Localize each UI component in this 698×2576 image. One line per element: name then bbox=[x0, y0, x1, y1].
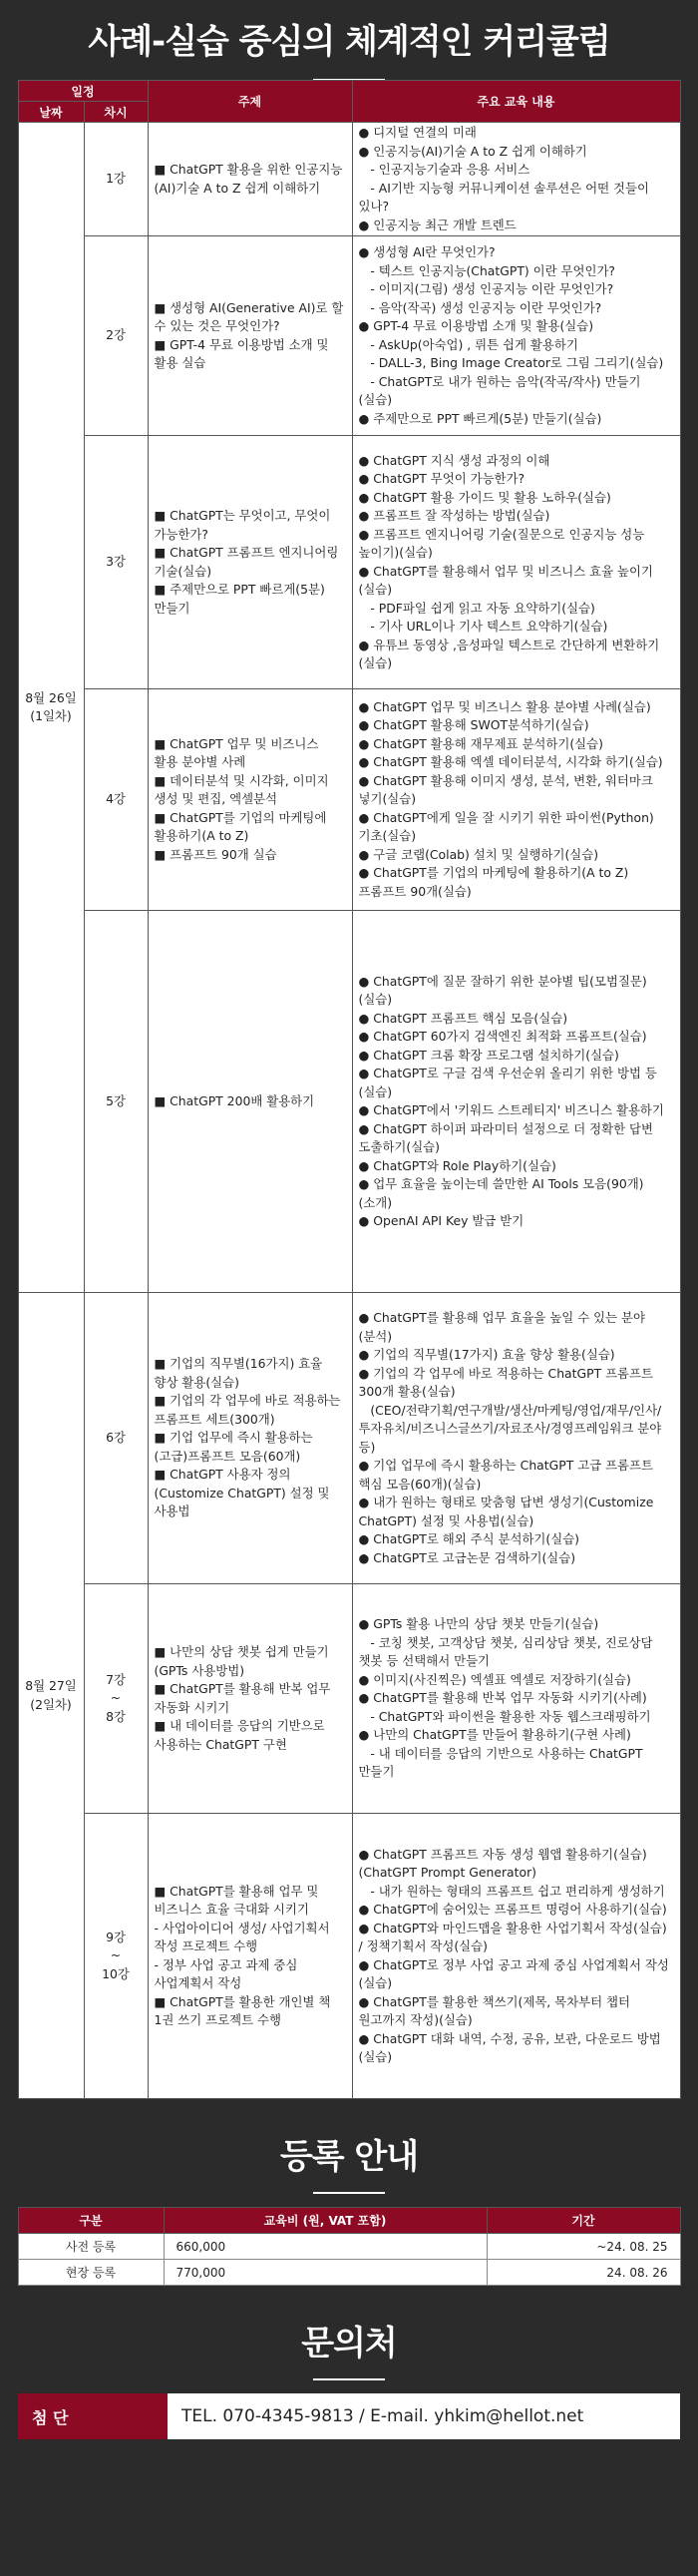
content-item: ● ChatGPT 프롬프트 자동 생성 웹앱 활용하기(실습)(ChatGPT Prompt Generator) bbox=[358, 1846, 647, 1880]
table-row bbox=[18, 911, 680, 1293]
content-item: ● ChatGPT 활용해 엑셀 데이터분석, 시각화 하기(실습) bbox=[358, 754, 663, 770]
content-item: - 텍스트 인공지능(ChatGPT) 이란 무엇인가? bbox=[358, 262, 615, 278]
content-item: ● ChatGPT 활용 가이드 및 활용 노하우(실습) bbox=[358, 489, 611, 505]
day-cell bbox=[18, 123, 84, 1293]
topic-cell bbox=[148, 236, 352, 436]
content-item: ● 나만의 ChatGPT를 만들어 활용하기(구현 사례) bbox=[358, 1727, 631, 1743]
content-item: ● 업무 효율을 높이는데 쓸만한 AI Tools 모음(90개)(소개) bbox=[358, 1176, 644, 1210]
contact-title: 문의처 bbox=[301, 2324, 397, 2363]
table-row bbox=[18, 436, 680, 689]
content-item: ● GPT-4 무료 이용방법 소개 및 활용(실습) bbox=[358, 318, 594, 333]
content-cell bbox=[352, 123, 680, 236]
content-item: ● GPTs 활용 나만의 상담 챗봇 만들기(실습) bbox=[358, 1616, 599, 1632]
session-topic: ■ ChatGPT 업무 및 비즈니스 활용 분야별 사례 ■ 데이터분석 및 시각화, 이미지 생성 및 편집, 엑셀분석 ■ ChatGPT를 기업의 마케팅에 활용하기(A to Z) ■ 프롬프트 90개 실습 bbox=[154, 735, 329, 862]
curriculum-header bbox=[0, 0, 698, 80]
content-item: ● ChatGPT로 구글 검색 우선순위 올리기 위한 방법 등(실습) bbox=[358, 1066, 657, 1099]
contact-box bbox=[18, 2393, 680, 2439]
content-item: ● ChatGPT 하이퍼 파라미터 설정으로 더 정확한 답변 도출하기(실습) bbox=[358, 1120, 657, 1154]
session-cell bbox=[84, 689, 148, 911]
table-row bbox=[18, 1584, 680, 1814]
content-item: ● ChatGPT를 기업의 마케팅에 활용하기(A to Z) 프롬프트 90개(실습) bbox=[358, 865, 633, 899]
day-date: 8월 26일 (1일차) bbox=[25, 689, 77, 723]
content-item: ● ChatGPT 활용해 SWOT분석하기(실습) bbox=[358, 717, 589, 733]
reg-header-period: 기간 bbox=[487, 2208, 680, 2234]
session-number: 7강 ~ 8강 bbox=[106, 1671, 126, 1724]
content-item: ● OpenAI API Key 발급 받기 bbox=[358, 1213, 524, 1228]
content-item: ● 주제만으로 PPT 빠르게(5분) 만들기(실습) bbox=[358, 410, 602, 426]
content-item: - PDF파일 쉽게 읽고 자동 요약하기(실습) bbox=[358, 600, 595, 616]
topic-cell bbox=[148, 1293, 352, 1584]
content-item: ● 이미지(사진찍은) 엑셀표 엑셀로 저장하기(실습) bbox=[358, 1671, 631, 1687]
registration-underline bbox=[313, 2192, 385, 2194]
header-session: 차시 bbox=[84, 102, 148, 123]
session-topic: ■ 생성형 AI(Generative AI)로 할 수 있는 것은 무엇인가? ■ GPT-4 무료 이용방법 소개 및 활용 실습 bbox=[154, 299, 344, 370]
table-row bbox=[18, 689, 680, 911]
topic-cell bbox=[148, 1814, 352, 2099]
content-item: ● ChatGPT로 정부 사업 공고 과제 중심 사업계획서 작성(실습) bbox=[358, 1956, 669, 1990]
content-list bbox=[359, 698, 674, 902]
content-item: ● ChatGPT에 숨어있는 프롬프트 명령어 사용하기(실습) bbox=[358, 1902, 667, 1917]
content-item: ● ChatGPT를 활용해 반복 업무 자동화 시키기(사례) bbox=[358, 1690, 647, 1706]
content-item: ● ChatGPT 60가지 검색엔진 최적화 프롬프트(실습) bbox=[358, 1029, 647, 1044]
session-topic: ■ 나만의 상담 챗봇 쉽게 만들기(GPTs 사용방법) ■ ChatGPT를 활용해 반복 업무 자동화 시키기 ■ 내 데이터를 응답의 기반으로 사용하는 ChatGPT 구현 bbox=[154, 1644, 331, 1752]
header-schedule: 일정 bbox=[18, 81, 148, 102]
table-row bbox=[18, 2260, 680, 2286]
session-cell bbox=[84, 236, 148, 436]
content-item: ● ChatGPT 활용해 이미지 생성, 분석, 변환, 워터마크 넣기(실습) bbox=[358, 772, 657, 807]
content-item: ● 내가 원하는 형태로 맞춤형 답변 생성기(Customize ChatGPT) 설정 및 사용법(실습) bbox=[358, 1495, 658, 1528]
content-item: ● 유튜브 동영상 ,음성파일 텍스트로 간단하게 변환하기(실습) bbox=[358, 637, 660, 670]
session-topic: ■ ChatGPT 활용을 위한 인공지능(AI)기술 A to Z 쉽게 이해하기 bbox=[154, 162, 343, 196]
reg-fee: 770,000 bbox=[164, 2260, 487, 2286]
content-item: - AskUp(아숙업) , 뤼튼 쉽게 활용하기 bbox=[358, 336, 578, 352]
reg-fee: 660,000 bbox=[164, 2234, 487, 2260]
content-list bbox=[359, 1846, 674, 2067]
content-item: - 음악(작곡) 생성 인공지능 이란 무엇인가? bbox=[358, 299, 602, 315]
content-item: - 내 데이터를 응답의 기반으로 사용하는 ChatGPT 만들기 bbox=[358, 1745, 647, 1780]
page-title: 사례-실습 중심의 체계적인 커리큘럼 bbox=[88, 22, 610, 62]
reg-type: 현장 등록 bbox=[18, 2260, 164, 2286]
session-cell bbox=[84, 1584, 148, 1814]
session-topic: ■ ChatGPT 200배 활용하기 bbox=[154, 1092, 315, 1108]
content-item: - 이미지(그림) 생성 인공지능 이란 무엇인가? bbox=[358, 281, 614, 296]
content-cell bbox=[352, 436, 680, 689]
content-item: - ChatGPT와 파이썬을 활용한 자동 웹스크래핑하기 bbox=[358, 1708, 651, 1724]
session-topic: ■ ChatGPT를 활용해 업무 및 비즈니스 효율 극대화 시키기 - 사업아이디어 생성/ 사업기획서 작성 프로젝트 수행 - 정부 사업 공고 과제 중심 사업계획서 작성 ■ ChatGPT를 활용한 개인별 책 1권 쓰기 프로젝트 수행 bbox=[154, 1883, 331, 2027]
session-number: 6강 bbox=[106, 1430, 126, 1446]
content-item: - ChatGPT로 내가 원하는 음악(작곡/작사) 만들기(실습) bbox=[358, 373, 641, 407]
session-topic: ■ ChatGPT는 무엇이고, 무엇이 가능한가? ■ ChatGPT 프롬프트 엔지니어링 기술(실습) ■ 주제만으로 PPT 빠르게(5분) 만들기 bbox=[154, 508, 339, 616]
content-item: ● 생성형 AI란 무엇인가? bbox=[358, 244, 496, 259]
reg-type: 사전 등록 bbox=[18, 2234, 164, 2260]
topic-cell bbox=[148, 123, 352, 236]
session-number: 4강 bbox=[106, 791, 126, 807]
content-item: ● ChatGPT에 질문 잘하기 위한 분야별 팁(모범질문)(실습) bbox=[358, 973, 647, 1007]
content-item: ● 기업의 직무별(17가지) 효율 향상 활용(실습) bbox=[358, 1347, 615, 1362]
content-item: ● ChatGPT로 고급논문 검색하기(실습) bbox=[358, 1549, 576, 1565]
contact-header bbox=[0, 2286, 698, 2393]
content-item: ● ChatGPT 프롬프트 핵심 모음(실습) bbox=[358, 1010, 568, 1026]
content-cell bbox=[352, 911, 680, 1293]
contact-underline bbox=[313, 2378, 385, 2380]
reg-header-type: 구분 bbox=[18, 2208, 164, 2234]
day-cell bbox=[18, 1293, 84, 2099]
content-item: ● ChatGPT에게 일을 잘 시키기 위한 파이썬(Python) 기초(실습) bbox=[358, 809, 658, 844]
content-cell bbox=[352, 689, 680, 911]
table-row bbox=[18, 236, 680, 436]
reg-header-fee: 교육비 (원, VAT 포함) bbox=[164, 2208, 487, 2234]
session-cell bbox=[84, 1814, 148, 2099]
session-number: 3강 bbox=[106, 554, 126, 570]
table-row bbox=[18, 123, 680, 236]
content-item: - DALL-3, Bing Image Creator로 그림 그리기(실습) bbox=[358, 355, 664, 370]
topic-cell bbox=[148, 1584, 352, 1814]
content-item: ● 기업 업무에 즉시 활용하는 ChatGPT 고급 프롬프트 핵심 모음(60개)(실습) bbox=[358, 1458, 657, 1492]
content-item: ● ChatGPT에서 '키워드 스트레티지' 비즈니스 활용하기 bbox=[358, 1102, 664, 1117]
content-item: ● ChatGPT와 Role Play하기(실습) bbox=[358, 1157, 556, 1173]
topic-cell bbox=[148, 436, 352, 689]
content-list bbox=[359, 973, 674, 1231]
table-row bbox=[18, 1814, 680, 2099]
curriculum-table bbox=[18, 80, 681, 2099]
registration-title: 등록 안내 bbox=[279, 2137, 419, 2177]
header-topic: 주제 bbox=[148, 81, 352, 123]
topic-cell bbox=[148, 689, 352, 911]
content-item: ● 기업의 각 업무에 바로 적용하는 ChatGPT 프롬프트 300개 활용(실습) bbox=[358, 1365, 657, 1399]
content-item: ● ChatGPT를 활용한 책쓰기(제목, 목차부터 챕터 원고까지 작성)(실습) bbox=[358, 1993, 634, 2027]
registration-header bbox=[0, 2099, 698, 2207]
session-number: 5강 bbox=[106, 1092, 126, 1108]
content-item: ● 프롬프트 잘 작성하는 방법(실습) bbox=[358, 508, 550, 523]
reg-period: ~24. 08. 25 bbox=[487, 2234, 680, 2260]
header-content: 주요 교육 내용 bbox=[352, 81, 680, 123]
day-date: 8월 27일 (2일차) bbox=[25, 1678, 77, 1712]
content-item: - 기사 URL이나 기사 텍스트 요약하기(실습) bbox=[358, 619, 608, 634]
reg-period: 24. 08. 26 bbox=[487, 2260, 680, 2286]
content-item: ● 인공지능(AI)기술 A to Z 쉽게 이해하기 bbox=[358, 143, 587, 159]
table-row bbox=[18, 2234, 680, 2260]
content-item: ● ChatGPT와 마인드맵을 활용한 사업기획서 작성(실습) / 정책기획서 작성(실습) bbox=[358, 1920, 671, 1953]
session-cell bbox=[84, 436, 148, 689]
session-number: 9강 ~ 10강 bbox=[102, 1929, 130, 1981]
topic-cell bbox=[148, 911, 352, 1293]
content-item: ● 프롬프트 엔지니어링 기술(질문으로 인공지능 성능 높이기)(실습) bbox=[358, 526, 649, 560]
header-date: 날짜 bbox=[18, 102, 84, 123]
session-cell bbox=[84, 911, 148, 1293]
contact-info[interactable]: TEL. 070-4345-9813 / E-mail. yhkim@hellot.net bbox=[168, 2393, 680, 2439]
content-item: - 내가 원하는 형태의 프롬프트 쉽고 편리하게 생성하기 bbox=[358, 1883, 665, 1899]
content-cell bbox=[352, 1814, 680, 2099]
content-item: ● 인공지능 최근 개발 트렌드 bbox=[358, 216, 517, 232]
content-item: ● 디지털 연결의 미래 bbox=[358, 125, 477, 140]
content-item: ● ChatGPT 업무 및 비즈니스 활용 분야별 사례(실습) bbox=[358, 698, 651, 714]
table-row bbox=[18, 1293, 680, 1584]
content-item: - 코칭 챗봇, 고객상담 챗봇, 심리상담 챗봇, 진로상담 챗봇 등 선택해서 만들기 bbox=[358, 1634, 657, 1669]
content-item: ● ChatGPT 크롬 확장 프로그램 설치하기(실습) bbox=[358, 1047, 619, 1063]
session-cell bbox=[84, 123, 148, 236]
session-cell bbox=[84, 1293, 148, 1584]
content-item: ● ChatGPT 활용해 재무제표 분석하기(실습) bbox=[358, 735, 603, 751]
session-number: 1강 bbox=[106, 171, 126, 187]
content-item: - 인공지능기술과 응용 서비스 bbox=[358, 162, 530, 177]
registration-table bbox=[18, 2207, 681, 2286]
content-cell bbox=[352, 236, 680, 436]
session-topic: ■ 기업의 직무별(16가지) 효율 향상 활용(실습) ■ 기업의 각 업무에 바로 적용하는 프롬프트 세트(300개) ■ 기업 업무에 즉시 활용하는 (고급)프롬프트 모음(60개) ■ ChatGPT 사용자 정의(Customize ChatGPT) 설정 및 사용법 bbox=[154, 1356, 341, 1519]
content-item: ● ChatGPT를 활용해 업무 효율을 높일 수 있는 분야(분석) bbox=[358, 1310, 645, 1344]
content-cell bbox=[352, 1584, 680, 1814]
content-list bbox=[359, 243, 674, 428]
content-list bbox=[359, 452, 674, 673]
content-item: ● ChatGPT 대화 내역, 수정, 공유, 보관, 다운로드 방법(실습) bbox=[358, 2030, 661, 2064]
session-number: 2강 bbox=[106, 327, 126, 343]
content-item: ● ChatGPT 지식 생성 과정의 이해 bbox=[358, 452, 550, 468]
content-list bbox=[359, 1309, 674, 1567]
content-list bbox=[359, 1615, 674, 1782]
content-item: - AI기반 지능형 커뮤니케이션 솔루션은 어떤 것들이 있나? bbox=[358, 180, 653, 214]
content-item: ● ChatGPT로 해외 주식 분석하기(실습) bbox=[358, 1531, 579, 1546]
content-item: ● ChatGPT를 활용해서 업무 및 비즈니스 효율 높이기(실습) bbox=[358, 563, 653, 597]
contact-label: 첨 단 bbox=[18, 2393, 168, 2439]
content-list bbox=[359, 124, 674, 234]
content-item: (CEO/전략기획/연구개발/생산/마케팅/영업/재무/인사/투자유치/비즈니스글쓰기/자료조사/경영프레임워크 분야 등) bbox=[358, 1402, 666, 1455]
content-item: ● 구글 코랩(Colab) 설치 및 실행하기(실습) bbox=[358, 846, 599, 862]
content-item: ● ChatGPT 무엇이 가능한가? bbox=[358, 471, 525, 486]
content-cell bbox=[352, 1293, 680, 1584]
